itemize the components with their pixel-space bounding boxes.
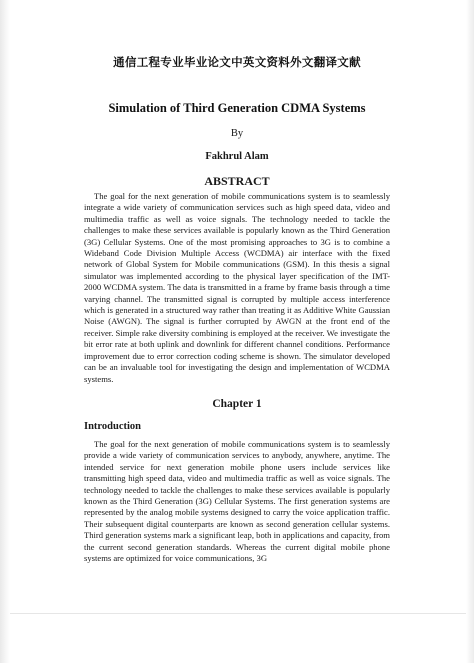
introduction-paragraph: The goal for the next generation of mobile communications system is to seamlessly provide a wide variety of communication services to anybody, anywhere, anytime. The intended service for next generation mobile phone users include services like transmitting high speed data, video and multimedia traffic as well as voice signals. The technology needed to tackle the challenges to make these services available is popularly known as the Third Generation (3G) Cellular Systems. The first generation systems are represented by the analog mobile systems designed to carry the voice application traffic. Their subsequent digital counterparts are known as second generation cellular systems. Third generation systems mark a significant leap, both in applications and capacity, from the current second generation standards. Whereas the current digital mobile phone systems are optimized for voice communications, 3G xyxy=(84,438,390,563)
author-name: Fakhrul Alam xyxy=(205,151,269,162)
page-right-shadow xyxy=(466,0,474,663)
abstract-paragraph: The goal for the next generation of mobile communications system is to seamlessly integrate a wide variety of communication services such as high speed data, video and multimedia traffic as well as voice signals. The technology needed to tackle the challenges to make these services available is popularly known as the Third Generation (3G) Cellular Systems. One of the most promising approaches to 3G is to combine a Wideband Code Division Multiple Access (WCDMA) air interface with the fixed network of Global System for Mobile communications (GSM). In this thesis a signal simulator was implemented according to the physical layer specification of the IMT-2000 WCDMA system. The data is transmitted in a frame by frame basis through a time varying channel. The transmitted signal is corrupted by multiple access interference which is generated in a structured way rather than treating it as Additive White Gaussian Noise (AWGN). The signal is further corrupted by AWGN at the front end of the receiver. Simple rake diversity combining is employed at the receiver. We investigate the bit error rate at both uplink and downlink for different channel conditions. Performance improvement due to error correction coding scheme is shown. The simulator developed can be an invaluable tool for investigating the design and implementation of WCDMA systems. xyxy=(84,191,390,384)
document-body xyxy=(84,54,390,564)
page-bottom-rule xyxy=(10,613,466,614)
chapter-heading: Chapter 1 xyxy=(212,397,262,410)
chinese-header-title: 通信工程专业毕业论文中英文资料外文翻译文献 xyxy=(113,55,361,69)
page-left-shadow xyxy=(0,0,10,663)
by-label: By xyxy=(230,128,244,139)
paper-title: Simulation of Third Generation CDMA Systems xyxy=(108,101,366,115)
abstract-heading: ABSTRACT xyxy=(204,174,270,188)
section-heading-introduction: Introduction xyxy=(84,420,141,432)
